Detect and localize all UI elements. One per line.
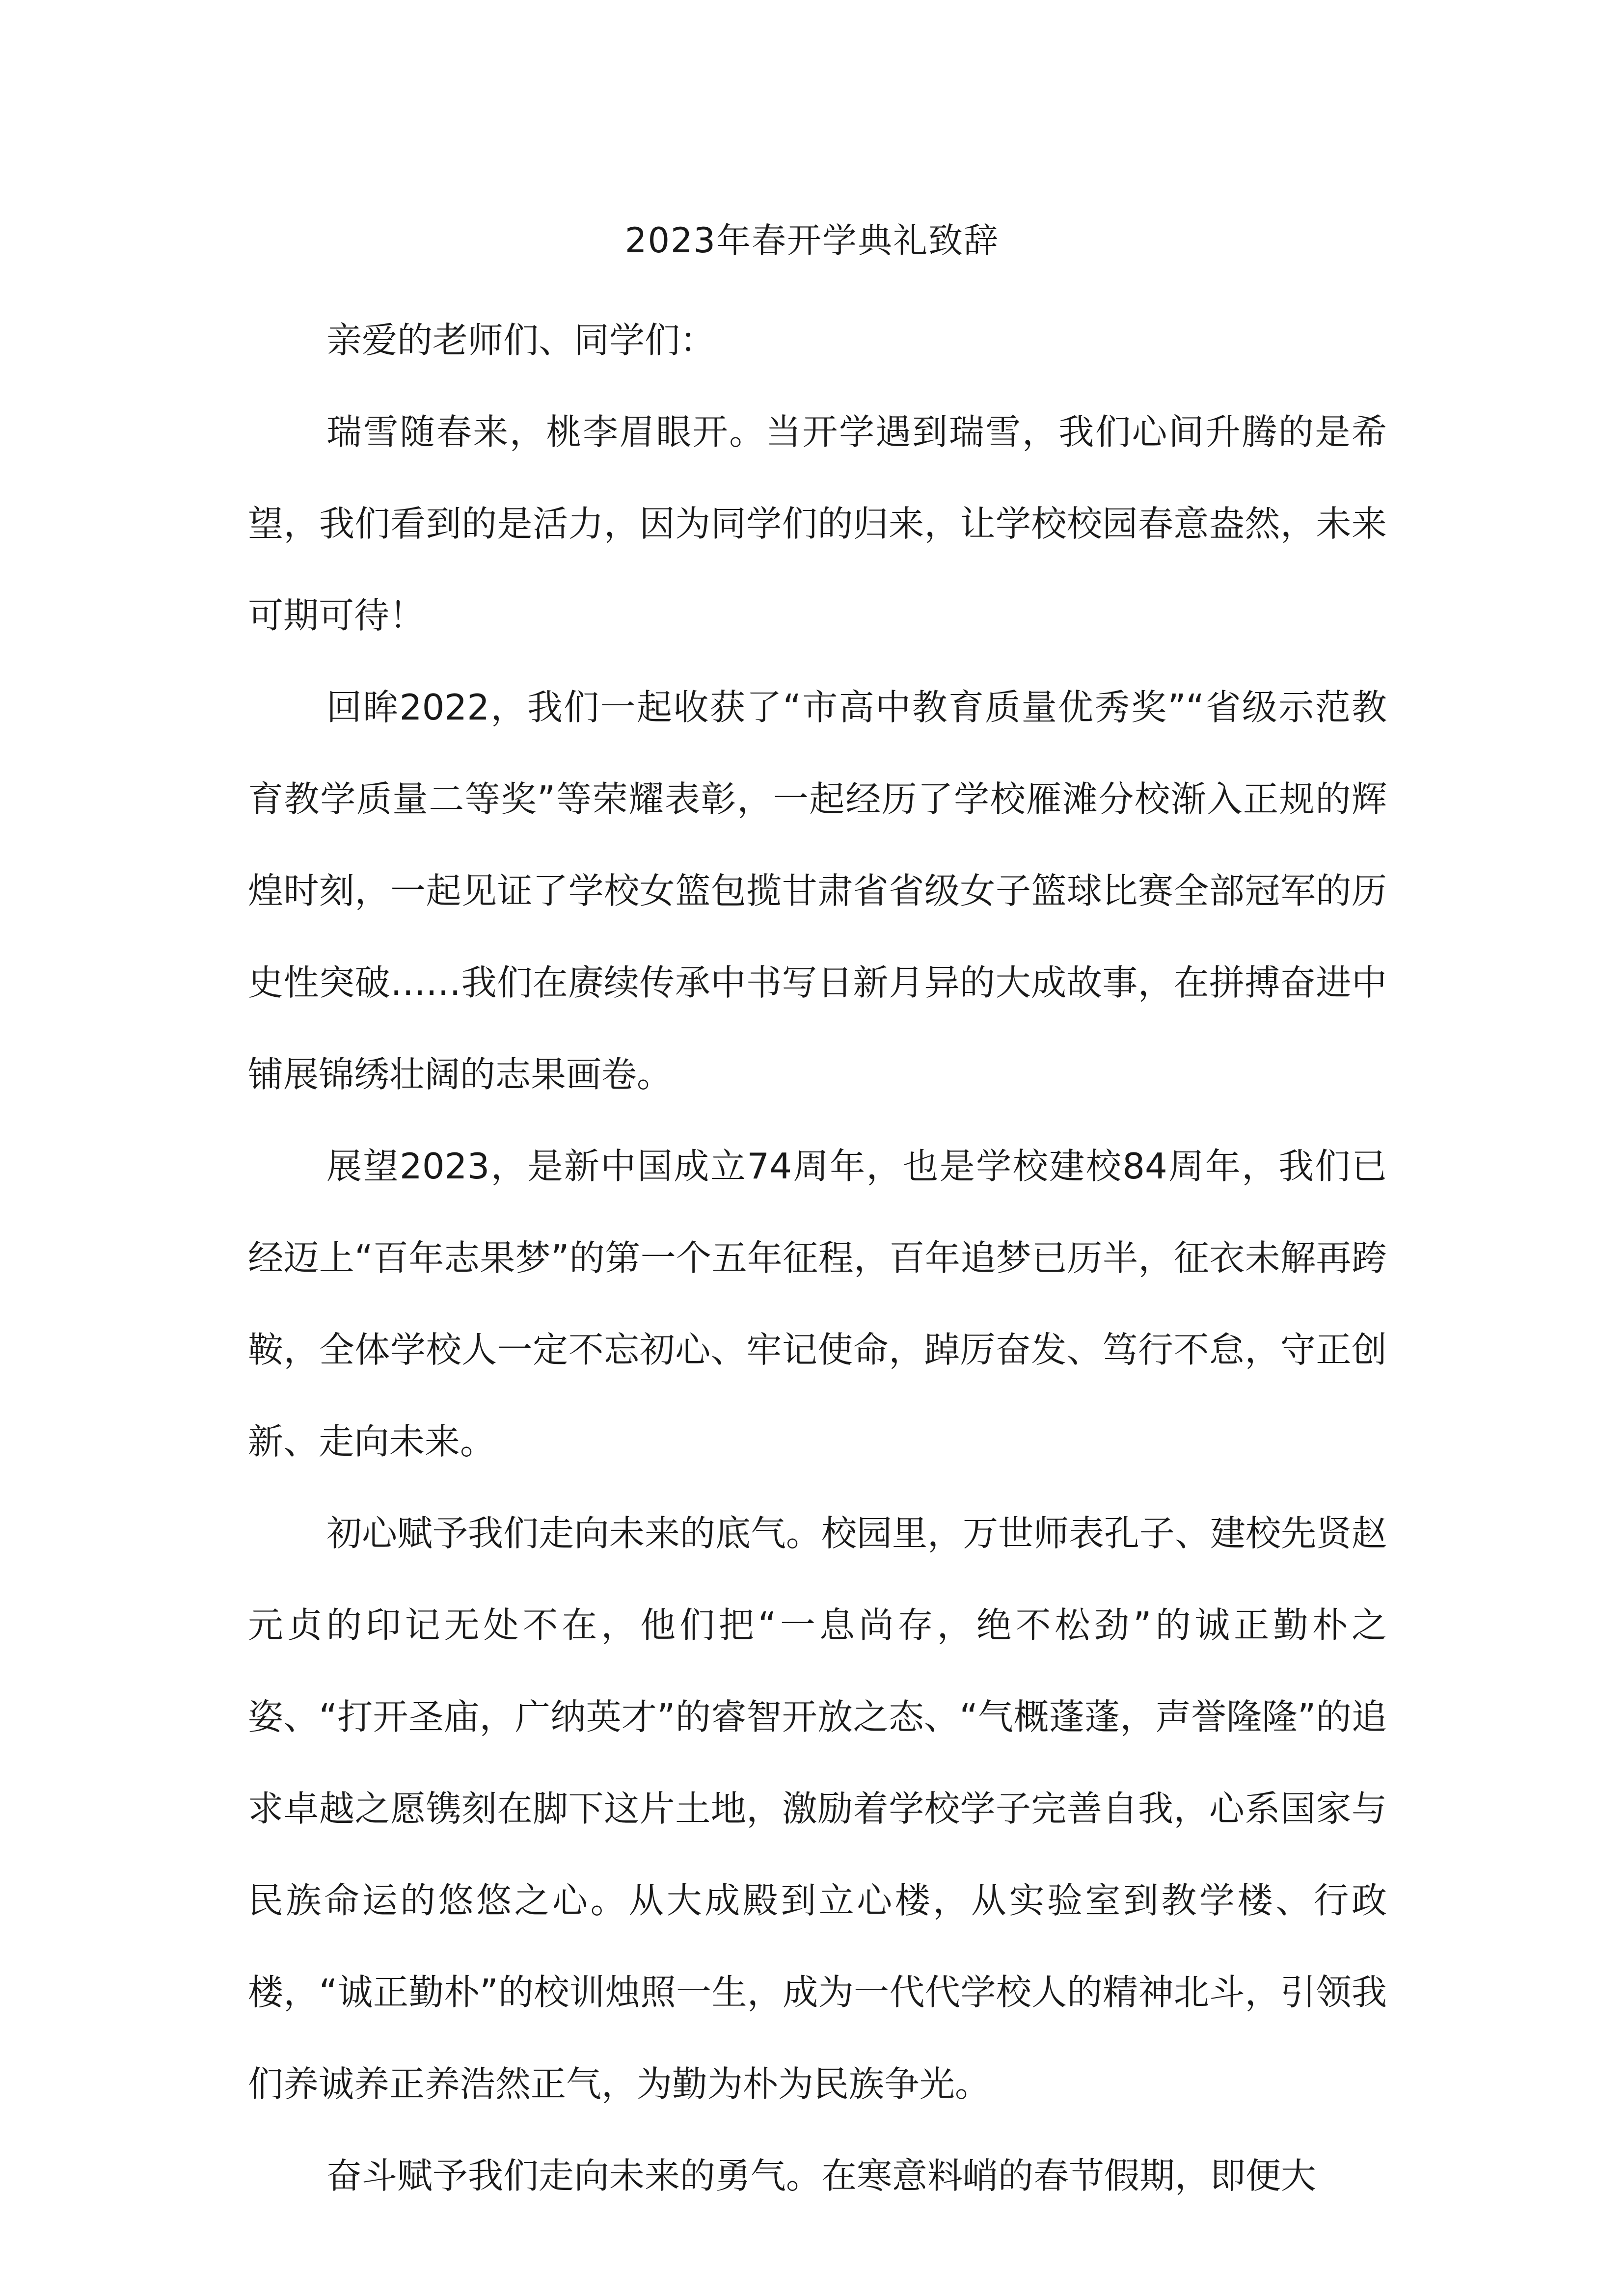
salutation: 亲爱的老师们、同学们： [326,320,716,361]
paragraph: 回眸2022，我们一起收获了“市高中教育质量优秀奖”“省级示范教育教学质量二等奖”等荣耀表彰，一起经历了学校雁滩分校渐入正规的辉煌时刻，一起见证了学校女篮包揽甘肃省省级女子篮球比赛全部冠军的历史性突破……我们在赓续传承中书写日新月异的大成故事，在拼搏奋进中铺展锦绣壮阔的志果画卷。 [248,687,1387,1095]
paragraph: 展望2023，是新中国成立74周年，也是学校建校84周年，我们已经迈上“百年志果梦”的第一个五年征程，百年追梦已历半，征衣未解再跨鞍，全体学校人一定不忘初心、牢记使命，踔厉奋发、笃行不怠，守正创新、走向未来。 [248,1146,1387,1462]
paragraph: 奋斗赋予我们走向未来的勇气。在寒意料峭的春节假期，即便大 [326,2155,1317,2196]
document-title: 2023年春开学典礼致辞 [624,220,1000,261]
paragraph: 初心赋予我们走向未来的底气。校园里，万世师表孔子、建校先贤赵元贞的印记无处不在，他们把“一息尚存，绝不松劲”的诚正勤朴之姿、“打开圣庙，广纳英才”的睿智开放之态、“气概蓬蓬，声誉隆隆”的追求卓越之愿镌刻在脚下这片土地，激励着学校学子完善自我，心系国家与民族命运的悠悠之心。从大成殿到立心楼，从实验室到教学楼、行政楼，“诚正勤朴”的校训烛照一生，成为一代代学校人的精神北斗，引领我们养诚养正养浩然正气，为勤为朴为民族争光。 [248,1513,1387,2105]
document-body [248,294,1387,2222]
paragraph: 瑞雪随春来，桃李眉眼开。当开学遇到瑞雪，我们心间升腾的是希望，我们看到的是活力，因为同学们的归来，让学校校园春意盎然，未来可期可待！ [248,411,1387,636]
